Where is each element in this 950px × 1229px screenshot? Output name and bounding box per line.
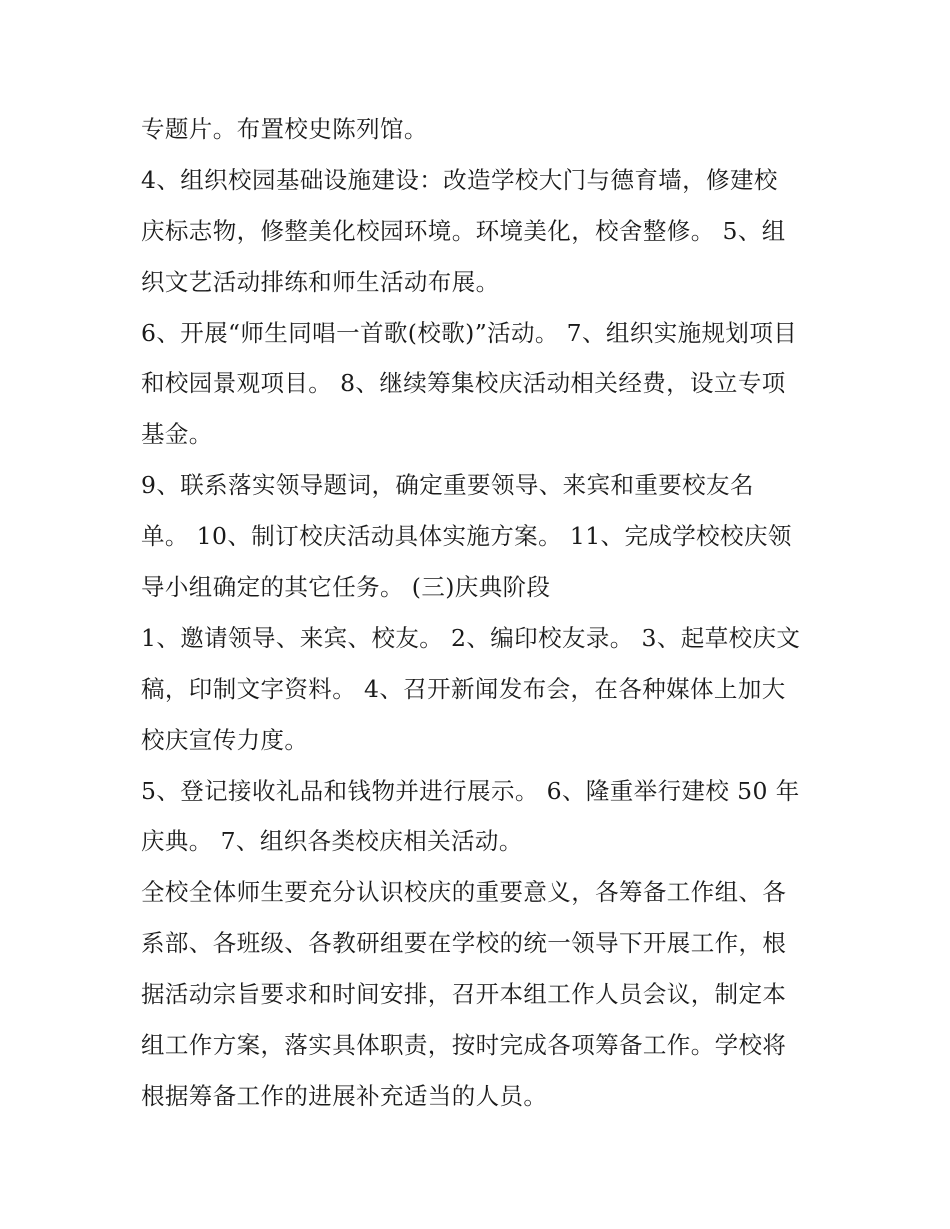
paragraph-3 xyxy=(141,308,813,461)
document-body xyxy=(141,104,813,1122)
text-line: 组工作方案，落实具体职责，按时完成各项筹备工作。学校将 xyxy=(141,1031,787,1060)
text-line: 9、联系落实领导题词，确定重要领导、来宾和重要校友名 xyxy=(141,471,754,500)
text-line: 6、开展“师生同唱一首歌(校歌)”活动。 7、组织实施规划项目 xyxy=(141,318,798,347)
text-line: 稿，印制文字资料。 4、召开新闻发布会，在各种媒体上加大 xyxy=(141,674,786,703)
text-line: 5、登记接收礼品和钱物并进行展示。 6、隆重举行建校 50 年 xyxy=(141,776,800,805)
text-line: 单。 10、制订校庆活动具体实施方案。 11、完成学校校庆领 xyxy=(141,522,792,551)
text-line: 校庆宣传力度。 xyxy=(141,725,309,754)
text-line: 根据筹备工作的进展补充适当的人员。 xyxy=(141,1081,548,1110)
text-line: 全校全体师生要充分认识校庆的重要意义，各筹备工作组、各 xyxy=(141,878,787,907)
text-line: 系部、各班级、各教研组要在学校的统一领导下开展工作，根 xyxy=(141,929,787,958)
text-line: 庆标志物，修整美化校园环境。环境美化，校舍整修。 5、组 xyxy=(141,216,786,245)
paragraph-6 xyxy=(141,766,813,868)
paragraph-1 xyxy=(141,104,813,155)
text-line: 织文艺活动排练和师生活动布展。 xyxy=(141,267,500,296)
text-line: 专题片。布置校史陈列馆。 xyxy=(141,115,428,143)
paragraph-7 xyxy=(141,867,813,1121)
text-line: 1、邀请领导、来宾、校友。 2、编印校友录。 3、起草校庆文 xyxy=(141,623,801,652)
text-line: 4、组织校园基础设施建设：改造学校大门与德育墙，修建校 xyxy=(141,165,778,194)
paragraph-2 xyxy=(141,155,813,308)
paragraph-5 xyxy=(141,613,813,766)
paragraph-4 xyxy=(141,460,813,613)
text-line: 基金。 xyxy=(141,420,213,449)
text-line: 庆典。 7、组织各类校庆相关活动。 xyxy=(141,827,523,856)
text-line: 导小组确定的其它任务。 (三)庆典阶段 xyxy=(141,573,551,602)
text-line: 和校园景观项目。 8、继续筹集校庆活动相关经费，设立专项 xyxy=(141,369,786,398)
text-line: 据活动宗旨要求和时间安排，召开本组工作人员会议，制定本 xyxy=(141,980,787,1009)
